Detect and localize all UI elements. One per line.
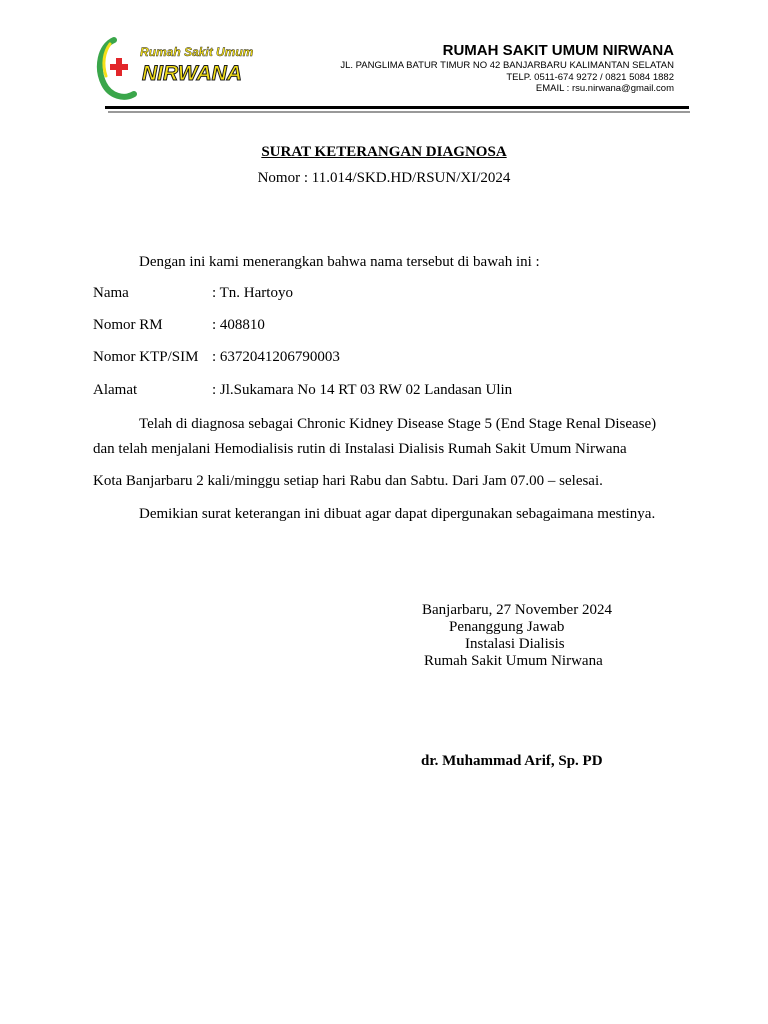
body-line-1: Telah di diagnosa sebagai Chronic Kidney Disease Stage 5 (End Stage Renal Disease) — [139, 416, 657, 432]
body-line-2: dan telah menjalani Hemodialisis rutin di Instalasi Dialisis Rumah Sakit Umum Nirwana — [93, 441, 627, 457]
field-value-rm: : 408810 — [212, 317, 265, 333]
field-value-ktp: : 6372041206790003 — [212, 349, 340, 365]
signature-institution: Rumah Sakit Umum Nirwana — [424, 653, 603, 669]
signature-unit: Instalasi Dialisis — [465, 636, 565, 652]
closing-paragraph: Demikian surat keterangan ini dibuat agar dapat dipergunakan sebagaimana mestinya. — [139, 506, 656, 522]
field-label-name: Nama — [93, 285, 129, 301]
hospital-logo — [92, 34, 272, 102]
letterhead-divider-shadow — [108, 111, 690, 113]
hospital-email: EMAIL : rsu.nirwana@gmail.com — [535, 83, 674, 94]
field-label-ktp: Nomor KTP/SIM — [93, 349, 199, 365]
field-label-rm: Nomor RM — [93, 317, 163, 333]
letterhead — [340, 42, 674, 95]
intro-paragraph: Dengan ini kami menerangkan bahwa nama tersebut di bawah ini : — [139, 254, 540, 270]
letter-title: SURAT KETERANGAN DIAGNOSA — [261, 144, 507, 160]
signer-name: dr. Muhammad Arif, Sp. PD — [421, 753, 603, 769]
hospital-address: JL. PANGLIMA BATUR TIMUR NO 42 BANJARBARU KALIMANTAN SELATAN — [340, 60, 674, 71]
logo-line2: NIRWANA — [142, 62, 242, 85]
body-line-3: Kota Banjarbaru 2 kali/minggu setiap hari Rabu dan Sabtu. Dari Jam 07.00 – selesai. — [93, 473, 603, 489]
signature-place-date: Banjarbaru, 27 November 2024 — [422, 602, 612, 618]
hospital-phone: TELP. 0511-674 9272 / 0821 5084 1882 — [506, 71, 674, 83]
logo-line1: Rumah Sakit Umum — [140, 45, 254, 59]
letter-number: Nomor : 11.014/SKD.HD/RSUN/XI/2024 — [257, 170, 511, 186]
field-value-name: : Tn. Hartoyo — [212, 285, 293, 301]
field-label-address: Alamat — [93, 382, 138, 398]
signature-role: Penanggung Jawab — [449, 619, 565, 635]
field-value-address: : Jl.Sukamara No 14 RT 03 RW 02 Landasan Ulin — [212, 382, 513, 398]
hospital-name: RUMAH SAKIT UMUM NIRWANA — [442, 42, 674, 59]
letterhead-divider — [105, 106, 689, 109]
